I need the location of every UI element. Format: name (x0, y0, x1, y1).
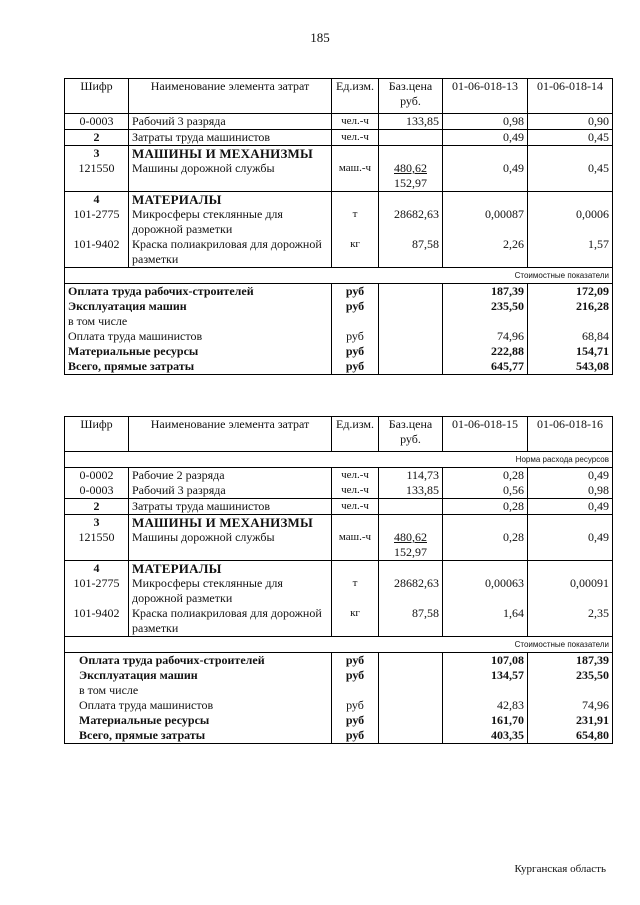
row-code: 2 (65, 499, 129, 515)
row-unit: кг (332, 237, 379, 268)
summary-name: Материальные ресурсы (65, 344, 332, 359)
row-value-b: 0,00091 (528, 576, 613, 606)
summary-row (65, 344, 613, 359)
summary-name: Материальные ресурсы (65, 713, 332, 728)
summary-row (65, 284, 613, 300)
summary-unit: руб (332, 299, 379, 314)
table-row (65, 161, 613, 192)
row-price: 133,85 (379, 483, 443, 499)
summary-unit: руб (332, 344, 379, 359)
summary-row (65, 359, 613, 375)
summary-value-a: 403,35 (443, 728, 528, 744)
row-value-a: 0,98 (443, 114, 528, 130)
summary-value-a: 222,88 (443, 344, 528, 359)
summary-row (65, 653, 613, 669)
row-code: 2 (65, 130, 129, 146)
summary-unit: руб (332, 359, 379, 375)
header-name: Наименование элемента затрат (129, 79, 332, 114)
row-name: Рабочий 3 разряда (129, 114, 332, 130)
summary-name: Оплата труда машинистов (65, 698, 332, 713)
cost-caption: Стоимостные показатели (65, 268, 613, 284)
table-row (65, 207, 613, 237)
section-title: МАШИНЫ И МЕХАНИЗМЫ (129, 515, 332, 531)
summary-unit: руб (332, 668, 379, 683)
row-value-b: 0,49 (528, 530, 613, 561)
table-row (65, 576, 613, 606)
row-code: 101-2775 (65, 207, 129, 237)
row-value-b: 0,0006 (528, 207, 613, 237)
row-value-b: 2,35 (528, 606, 613, 637)
row-name: Затраты труда машинистов (129, 499, 332, 515)
cost-caption: Стоимостные показатели (65, 637, 613, 653)
cost-caption-row (65, 637, 613, 653)
row-value-b: 0,90 (528, 114, 613, 130)
summary-value-b: 654,80 (528, 728, 613, 744)
row-value-a: 0,56 (443, 483, 528, 499)
table-row (65, 499, 613, 515)
row-code: 0-0003 (65, 483, 129, 499)
summary-name: в том числе (65, 683, 332, 698)
summary-name: Эксплуатация машин (65, 299, 332, 314)
row-unit: маш.-ч (332, 161, 379, 192)
row-name: Машины дорожной службы (129, 530, 332, 561)
summary-value-b: 172,09 (528, 284, 613, 300)
row-unit: чел.-ч (332, 468, 379, 484)
summary-value-b: 543,08 (528, 359, 613, 375)
table-row (65, 483, 613, 499)
row-unit: чел.-ч (332, 130, 379, 146)
row-price: 28682,63 (379, 576, 443, 606)
summary-unit: руб (332, 698, 379, 713)
table-row (65, 606, 613, 637)
section-row-materials (65, 192, 613, 208)
price-line-1: 480,62 (394, 161, 427, 175)
summary-unit: руб (332, 653, 379, 669)
summary-name: Оплата труда рабочих-строителей (65, 284, 332, 300)
summary-value-b: 68,84 (528, 329, 613, 344)
summary-name: Всего, прямые затраты (65, 359, 332, 375)
row-unit: чел.-ч (332, 483, 379, 499)
row-price: 87,58 (379, 237, 443, 268)
row-name: Краска полиакриловая для дорожной разметки (129, 606, 332, 637)
row-value-a: 0,49 (443, 130, 528, 146)
section-row-materials (65, 561, 613, 577)
summary-row (65, 314, 613, 329)
row-name: Рабочие 2 разряда (129, 468, 332, 484)
row-price: 87,58 (379, 606, 443, 637)
row-code: 0-0002 (65, 468, 129, 484)
row-value-a: 0,28 (443, 468, 528, 484)
region-footer: Курганская область (514, 863, 606, 875)
summary-value-a: 235,50 (443, 299, 528, 314)
summary-name: Оплата труда рабочих-строителей (65, 653, 332, 669)
row-name: Микросферы стеклянные для дорожной разметки (129, 576, 332, 606)
row-value-a: 0,28 (443, 530, 528, 561)
row-value-b: 0,49 (528, 499, 613, 515)
row-value-a: 2,26 (443, 237, 528, 268)
row-price (379, 161, 443, 192)
row-code: 101-9402 (65, 606, 129, 637)
row-unit: чел.-ч (332, 499, 379, 515)
row-unit: т (332, 207, 379, 237)
row-unit: кг (332, 606, 379, 637)
row-value-a: 0,28 (443, 499, 528, 515)
section-title: МАТЕРИАЛЫ (129, 192, 332, 208)
row-code: 101-9402 (65, 237, 129, 268)
summary-row (65, 329, 613, 344)
summary-name: Всего, прямые затраты (65, 728, 332, 744)
resource-table-1 (64, 78, 613, 375)
row-value-b: 0,45 (528, 161, 613, 192)
row-value-b: 0,49 (528, 468, 613, 484)
row-code: 3 (65, 515, 129, 531)
price-line-2: 152,97 (394, 176, 427, 190)
row-name: Краска полиакриловая для дорожной разметки (129, 237, 332, 268)
table-row (65, 468, 613, 484)
row-code: 4 (65, 561, 129, 577)
summary-row (65, 299, 613, 314)
header-name: Наименование элемента затрат (129, 417, 332, 452)
summary-value-a: 74,96 (443, 329, 528, 344)
row-code: 3 (65, 146, 129, 162)
row-name: Микросферы стеклянные для дорожной разметки (129, 207, 332, 237)
table-header (65, 79, 613, 114)
summary-name: Эксплуатация машин (65, 668, 332, 683)
header-col-b: 01-06-018-16 (528, 417, 613, 452)
row-name: Машины дорожной службы (129, 161, 332, 192)
summary-name: Оплата труда машинистов (65, 329, 332, 344)
cost-caption-row (65, 268, 613, 284)
norm-caption-row (65, 452, 613, 468)
row-unit: чел.-ч (332, 114, 379, 130)
price-line-1: 480,62 (394, 530, 427, 544)
summary-unit: руб (332, 728, 379, 744)
summary-row (65, 668, 613, 683)
row-price (379, 499, 443, 515)
row-value-a: 0,00087 (443, 207, 528, 237)
row-value-a: 1,64 (443, 606, 528, 637)
summary-unit: руб (332, 284, 379, 300)
header-col-a: 01-06-018-15 (443, 417, 528, 452)
header-price: Баз.цена руб. (379, 79, 443, 114)
row-price: 133,85 (379, 114, 443, 130)
table-row (65, 530, 613, 561)
row-value-b: 0,98 (528, 483, 613, 499)
row-price (379, 130, 443, 146)
summary-row (65, 683, 613, 698)
header-col-a: 01-06-018-13 (443, 79, 528, 114)
table-header (65, 417, 613, 452)
row-value-a: 0,00063 (443, 576, 528, 606)
summary-value-a: 161,70 (443, 713, 528, 728)
header-code: Шифр (65, 417, 129, 452)
header-code: Шифр (65, 79, 129, 114)
row-value-b: 1,57 (528, 237, 613, 268)
summary-value-b: 231,91 (528, 713, 613, 728)
summary-value-b: 74,96 (528, 698, 613, 713)
table-row (65, 114, 613, 130)
row-code: 121550 (65, 161, 129, 192)
summary-value-a: 134,57 (443, 668, 528, 683)
summary-row (65, 698, 613, 713)
summary-row (65, 713, 613, 728)
row-code: 4 (65, 192, 129, 208)
summary-row (65, 728, 613, 744)
summary-value-a: 645,77 (443, 359, 528, 375)
header-unit: Ед.изм. (332, 79, 379, 114)
row-name: Затраты труда машинистов (129, 130, 332, 146)
section-row-machines (65, 146, 613, 162)
row-value-a: 0,49 (443, 161, 528, 192)
header-col-b: 01-06-018-14 (528, 79, 613, 114)
table-row (65, 130, 613, 146)
summary-value-b: 187,39 (528, 653, 613, 669)
summary-value-a: 187,39 (443, 284, 528, 300)
table-row (65, 237, 613, 268)
row-unit: т (332, 576, 379, 606)
summary-value-b: 235,50 (528, 668, 613, 683)
row-code: 101-2775 (65, 576, 129, 606)
page-number: 185 (310, 30, 330, 45)
summary-value-a: 42,83 (443, 698, 528, 713)
row-name: Рабочий 3 разряда (129, 483, 332, 499)
summary-name: в том числе (65, 314, 332, 329)
section-title: МАТЕРИАЛЫ (129, 561, 332, 577)
header-price: Баз.цена руб. (379, 417, 443, 452)
section-row-machines (65, 515, 613, 531)
row-value-b: 0,45 (528, 130, 613, 146)
row-price (379, 530, 443, 561)
header-unit: Ед.изм. (332, 417, 379, 452)
resource-table-2 (64, 416, 613, 744)
summary-value-a: 107,08 (443, 653, 528, 669)
summary-value-b: 216,28 (528, 299, 613, 314)
row-price: 28682,63 (379, 207, 443, 237)
row-price: 114,73 (379, 468, 443, 484)
summary-value-b: 154,71 (528, 344, 613, 359)
row-unit: маш.-ч (332, 530, 379, 561)
summary-unit: руб (332, 713, 379, 728)
norm-caption: Норма расхода ресурсов (65, 452, 613, 468)
summary-unit: руб (332, 329, 379, 344)
section-title: МАШИНЫ И МЕХАНИЗМЫ (129, 146, 332, 162)
row-code: 0-0003 (65, 114, 129, 130)
price-line-2: 152,97 (394, 545, 427, 559)
row-code: 121550 (65, 530, 129, 561)
